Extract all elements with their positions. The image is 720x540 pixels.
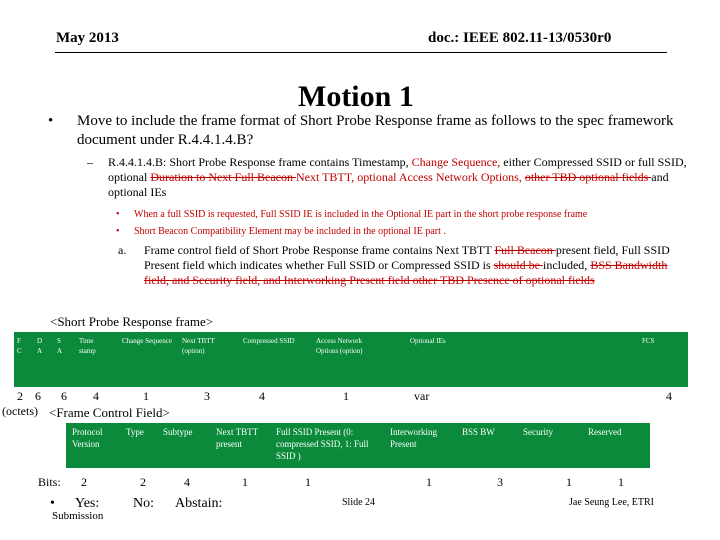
vote-bullet-marker: •: [50, 496, 55, 511]
sub-bullet-marker-2: •: [116, 226, 120, 237]
frame1-size: 6: [61, 389, 67, 403]
sub-bullet-marker-1: •: [116, 209, 120, 220]
frame1-label: <Short Probe Response frame>: [50, 314, 214, 329]
frame2-size: 1: [242, 475, 248, 489]
frame2-size: 2: [140, 475, 146, 489]
frame2-field-next-tbtt-present: Next TBTT present: [216, 427, 258, 449]
vote-no: No:: [133, 496, 154, 511]
frame1-field-fc: F C: [17, 337, 22, 355]
frame2-field-subtype: Subtype: [163, 427, 193, 437]
frame2-field-security: Security: [523, 427, 553, 437]
vote-abstain: Abstain:: [175, 496, 223, 511]
item-a-text: Frame control field of Short Probe Response frame contains Next TBTT Full Beacon present field, Full SSID Present field which indicates whether Full SSID or Compressed SSID is should be included, BSS Bandwidth field, and Security field, and Interworking Present field other TBD Presence of optional fields: [144, 243, 670, 287]
header-doc-id: doc.: IEEE 802.11-13/0530r0: [428, 30, 612, 46]
frame2-bits-label: Bits:: [38, 475, 61, 489]
footer-author: Jae Seung Lee, ETRI: [569, 497, 654, 508]
sub-bullet-2: Short Beacon Compatibility Element may be included in the optional IE part .: [134, 226, 446, 237]
frame1-field-change-sequence: Change Sequence: [122, 337, 172, 345]
frame1-size: 2: [17, 389, 23, 403]
frame2-field-protocol-version: Protocol Version: [72, 427, 103, 449]
frame2-size: 1: [566, 475, 572, 489]
frame1-size: 3: [204, 389, 210, 403]
frame2-field-reserved: Reserved: [588, 427, 622, 437]
frame1-field-compressed-ssid: Compressed SSID: [243, 337, 295, 345]
header-date: May 2013: [56, 30, 119, 46]
frame1-size: var: [414, 389, 430, 403]
frame2-size: 1: [426, 475, 432, 489]
frame1-size: 4: [259, 389, 265, 403]
frame1-field-next-tbtt: Next TBTT (option): [182, 337, 215, 355]
frame2-size: 1: [618, 475, 624, 489]
frame1-size: 4: [93, 389, 99, 403]
item-a-marker: a.: [118, 243, 127, 257]
frame1-size: 4: [666, 389, 672, 403]
frame1-field-timestamp: Time stamp: [79, 337, 96, 355]
frame2-size: 2: [81, 475, 87, 489]
dash-item-text: R.4.4.1.4.B: Short Probe Response frame contains Timestamp, Change Sequence, either Compressed SSID or full SSID, optional Duration to Next Full Beacon Next TBTT, optional Access Network Options, other TBD optional fields and optional IEs: [108, 155, 687, 199]
frame1-field-access-network-options: Access Network Options (option): [316, 337, 363, 355]
frame1-size: 6: [35, 389, 41, 403]
main-bullet-text: Move to include the frame format of Short Probe Response frame as follows to the spec framework document under R.4.4.1.4.B?: [77, 113, 674, 148]
frame2-field-full-ssid-present: Full SSID Present (0: compressed SSID, 1: Full SSID ): [276, 427, 369, 461]
frame1-size: 1: [343, 389, 349, 403]
frame1-field-sa: S A: [57, 337, 63, 355]
frame2-size: 3: [497, 475, 503, 489]
frame2-label: <Frame Control Field>: [49, 405, 170, 420]
frame2-field-type: Type: [126, 427, 144, 437]
frame2-field-interworking-present: Interworking Present: [390, 427, 437, 449]
frame2-size: 4: [184, 475, 190, 489]
sub-bullet-1: When a full SSID is requested, Full SSID IE is included in the Optional IE part in the short probe response frame: [134, 209, 588, 220]
footer-slide-number: Slide 24: [342, 497, 376, 508]
frame2-field-bss-bw: BSS BW: [462, 427, 495, 437]
frame2-size: 1: [305, 475, 311, 489]
frame1-field-optional-ies: Optional IEs: [410, 337, 446, 345]
slide-title: Motion 1: [298, 80, 414, 113]
bullet-marker: •: [48, 113, 54, 129]
footer-submission: Submission: [52, 510, 104, 522]
frame1-units: (octets): [2, 404, 38, 418]
frame1-size: 1: [143, 389, 149, 403]
vote-yes: Yes:: [75, 496, 100, 511]
header-divider: [55, 52, 667, 53]
frame1-field-fcs: FCS: [642, 337, 655, 345]
frame1-field-da: D A: [37, 337, 43, 355]
dash-marker: –: [87, 155, 93, 169]
